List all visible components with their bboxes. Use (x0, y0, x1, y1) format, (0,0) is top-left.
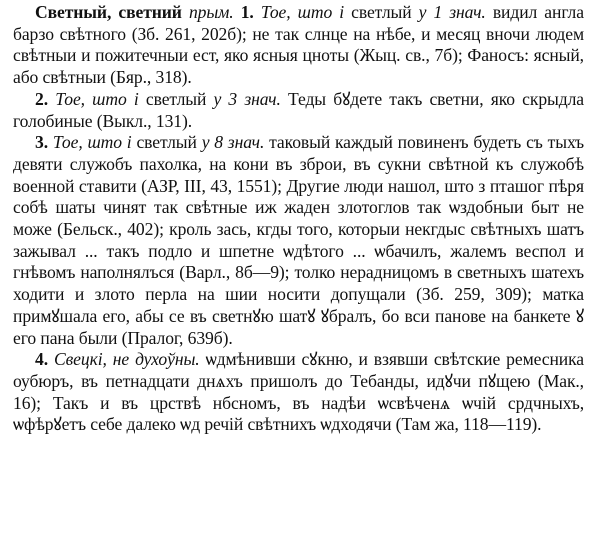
definition: Свецкі, не духоўны. (54, 349, 200, 370)
sense-number: 1. (240, 2, 254, 22)
reference-sense: у 3 знач. (213, 88, 281, 109)
reference-word: светлый (351, 2, 412, 22)
part-of-speech-label: прым. (188, 2, 234, 22)
reference-sense: у 1 знач. (418, 2, 486, 22)
definition: Тое, што і (260, 2, 345, 22)
definition: Тое, што і (52, 132, 132, 153)
sense-1 (13, 2, 584, 89)
sense-3 (13, 132, 584, 349)
sense-2 (13, 89, 584, 132)
citation-text: ѡдмѣнивши сꙋкню, и взявши свѣтские ремесника оубюръ, въ петнадцати днѧхъ пришолъ до Тебанды, идꙋчи пꙋщею (Мак., 16); Такъ и въ црствѣ нбсномъ, въ надѣи ѡсвѣченѧ ѡчій срдчныхъ, ѡфѣрꙋетъ себе далеко ѡд речій свѣтнихъ ѡдходячи (Там жа, 118—119). (13, 349, 584, 435)
dictionary-entry (13, 2, 584, 436)
sense-number: 3. (35, 132, 48, 153)
definition: Тое, што і (55, 88, 139, 109)
citation-text: Теды бꙋдете такъ светни, яко скрыдла голобиные (Выкл., 131). (13, 88, 584, 131)
citation-text: видил англа барзо свѣтного (Зб. 261, 202б); не так слнце на нѣбе, и месяц вночи людем свѣтныи и пожитечныи ест, яко ясныя цноты (Жыц. св., 7б); Фаносъ: ясный, або свѣтныи (Бяр., 318). (13, 2, 584, 88)
sense-4 (13, 349, 584, 436)
sense-number: 2. (35, 88, 48, 109)
headword: Светный, светний (35, 2, 182, 22)
citation-text: таковый каждый повиненъ будеть съ тыхъ девяти служобъ пахолка, на кони въ зброи, въ сукни свѣтной къ служобѣ военной ставити (АЗР, III, 43, 1551); Другие люди нашол, што з пташог пѣря собѣ шаты чинят так свѣтные иж жаден злотоглов так ѡздобныи быт не може (Бельск., 402); кроль зась, кгды того, которыи некгдыс свѣтныхъ шатъ зажывал ... такъ подло и шпетне ѡдѣтого ... ѡбачилъ, жалемъ веспол и гнѣвомъ наполнялъся (Варл., 8б—9); толко нерадницомъ в светныхъ шатехъ ходити и злото перла на шии носити допущали (Зб. 259, 309); матка примꙋшала его, абы се въ светнꙋю шатꙋ ꙋбралъ, бо вси панове на банкете ꙋ его пана были (Пралог, 639б). (13, 132, 584, 348)
reference-sense: у 8 знач. (201, 132, 265, 153)
sense-number: 4. (35, 349, 48, 370)
reference-word: светлый (145, 88, 207, 109)
reference-word: светлый (136, 132, 197, 153)
